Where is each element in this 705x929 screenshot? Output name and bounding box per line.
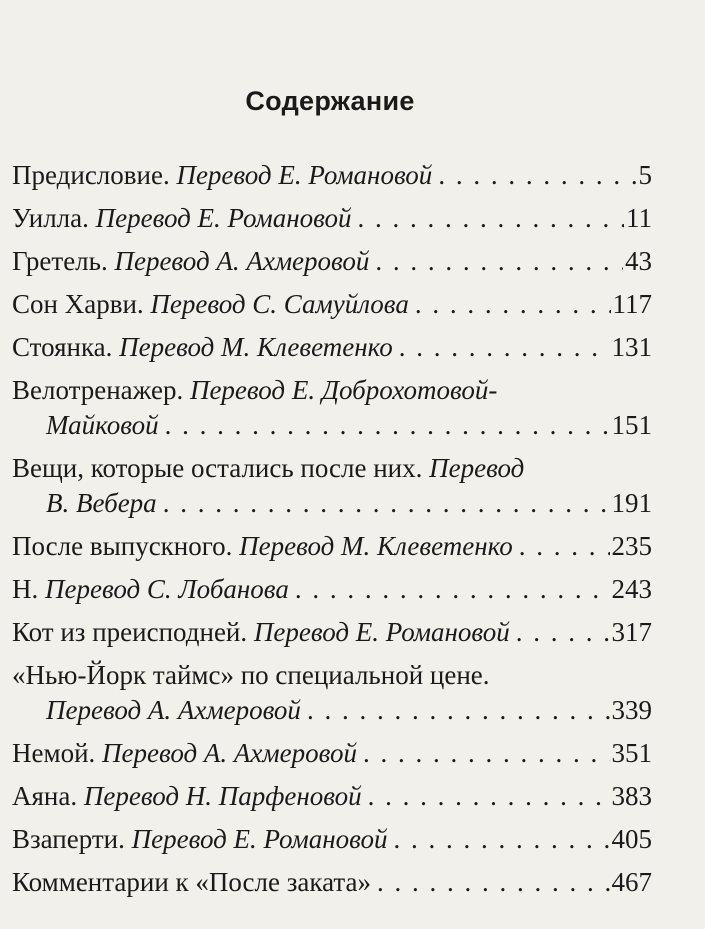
toc-line <box>12 658 652 693</box>
toc-line <box>12 373 652 408</box>
story-title: Комментарии к «После заката» <box>12 867 372 897</box>
story-title: Гретель. <box>12 246 108 276</box>
translator-credit: Перевод Е. Романовой <box>131 824 388 854</box>
story-title: Кот из преисподней. <box>12 617 248 647</box>
entry-spacer <box>12 279 652 287</box>
entry-spacer <box>12 814 652 822</box>
story-title: Велотренажер. <box>12 375 184 405</box>
toc-line <box>12 451 652 486</box>
entry-title <box>12 779 362 814</box>
entry-title <box>12 451 524 486</box>
toc-line <box>12 287 652 322</box>
toc-line <box>12 158 652 193</box>
page-number: 339 <box>611 695 652 725</box>
dot-leader <box>399 330 610 365</box>
story-title: Уилла. <box>12 203 89 233</box>
dot-leader <box>415 287 611 322</box>
story-title: Сон Харви. <box>12 289 144 319</box>
entry-spacer <box>12 521 652 529</box>
toc-line <box>12 201 652 236</box>
page-number: 243 <box>611 574 652 604</box>
page-number: 467 <box>611 867 652 897</box>
translator-credit: Перевод А. Ахмеровой <box>102 738 357 768</box>
entry-title <box>46 486 157 521</box>
story-title: «Нью-Йорк таймс» по специальной цене. <box>12 660 490 690</box>
toc-line <box>12 779 652 814</box>
page-number: 151 <box>611 410 652 440</box>
toc-line <box>12 572 652 607</box>
page-number: 11 <box>626 203 652 233</box>
entry-title <box>12 244 369 279</box>
dot-leader <box>363 736 610 771</box>
translator-credit: Перевод Е. Романовой <box>253 617 510 647</box>
entry-title <box>46 693 301 728</box>
translator-credit: Перевод М. Клеветенко <box>239 531 513 561</box>
translator-credit: Перевод А. Ахмеровой <box>114 246 370 276</box>
entry-title <box>12 373 497 408</box>
toc-entry <box>12 865 652 900</box>
dot-leader <box>295 572 610 607</box>
toc-line <box>12 486 652 521</box>
toc-entry <box>12 201 652 236</box>
page-number: 235 <box>611 531 652 561</box>
dot-leader <box>307 693 610 728</box>
toc-line <box>12 736 652 771</box>
entry-title <box>12 865 371 900</box>
entry-title <box>12 201 351 236</box>
entry-spacer <box>12 193 652 201</box>
page-number: 131 <box>611 332 652 362</box>
dot-leader <box>438 158 636 193</box>
toc-entry <box>12 373 652 443</box>
toc-entry <box>12 451 652 521</box>
entry-spacer <box>12 650 652 658</box>
toc-line <box>12 529 652 564</box>
toc-entry <box>12 736 652 771</box>
entry-title <box>12 736 357 771</box>
translator-credit: Майковой <box>46 410 159 440</box>
page-number: 317 <box>611 617 652 647</box>
toc-line <box>12 693 652 728</box>
toc-line <box>12 408 652 443</box>
entry-spacer <box>12 771 652 779</box>
entry-title <box>12 822 388 857</box>
entry-spacer <box>12 236 652 244</box>
translator-credit: В. Вебера <box>46 488 157 518</box>
toc-entry <box>12 572 652 607</box>
entry-title <box>12 658 490 693</box>
page-number: 43 <box>625 246 652 276</box>
page-number: 5 <box>638 160 652 190</box>
dot-leader <box>368 779 610 814</box>
toc-entry <box>12 529 652 564</box>
entry-title <box>12 287 409 322</box>
dot-leader <box>516 615 610 650</box>
translator-credit: Перевод М. Клеветенко <box>119 332 393 362</box>
translator-credit: Перевод Е. Романовой <box>176 160 433 190</box>
table-of-contents <box>12 158 652 900</box>
toc-entry <box>12 615 652 650</box>
page-number: 117 <box>612 289 652 319</box>
entry-spacer <box>12 607 652 615</box>
entry-title <box>12 158 432 193</box>
contents-heading: Содержание <box>245 86 415 116</box>
entry-spacer <box>12 564 652 572</box>
toc-line <box>12 822 652 857</box>
toc-line <box>12 244 652 279</box>
translator-credit: Перевод Н. Парфеновой <box>83 781 362 811</box>
page-number: 383 <box>611 781 652 811</box>
toc-entry <box>12 822 652 857</box>
dot-leader <box>377 865 609 900</box>
translator-credit: Перевод Е. Доброхотовой- <box>189 375 498 405</box>
page-number: 405 <box>611 824 652 854</box>
dot-leader <box>357 201 624 236</box>
entry-spacer <box>12 365 652 373</box>
toc-line <box>12 330 652 365</box>
toc-entry <box>12 287 652 322</box>
entry-spacer <box>12 728 652 736</box>
translator-credit: Перевод С. Самуйлова <box>150 289 409 319</box>
dot-leader <box>519 529 610 564</box>
story-title: Аяна. <box>12 781 78 811</box>
dot-leader <box>163 486 610 521</box>
page-number: 351 <box>611 738 652 768</box>
story-title: Немой. <box>12 738 96 768</box>
dot-leader <box>394 822 610 857</box>
toc-entry <box>12 658 652 728</box>
page-number: 191 <box>611 488 652 518</box>
translator-credit: Перевод С. Лобанова <box>45 574 289 604</box>
translator-credit: Перевод Е. Романовой <box>95 203 352 233</box>
toc-entry <box>12 244 652 279</box>
entry-title <box>46 408 159 443</box>
story-title: После выпускного. <box>12 531 233 561</box>
toc-line <box>12 865 652 900</box>
story-title: Взаперти. <box>12 824 125 854</box>
toc-entry <box>12 158 652 193</box>
story-title: Вещи, которые остались после них. <box>12 453 423 483</box>
entry-title <box>12 615 510 650</box>
entry-title <box>12 529 513 564</box>
story-title: Предисловие. <box>12 160 170 190</box>
translator-credit: Перевод А. Ахмеровой <box>46 695 301 725</box>
toc-entry <box>12 330 652 365</box>
entry-spacer <box>12 443 652 451</box>
translator-credit: Перевод <box>429 453 525 483</box>
toc-line <box>12 615 652 650</box>
dot-leader <box>165 408 610 443</box>
entry-spacer <box>12 857 652 865</box>
toc-entry <box>12 779 652 814</box>
story-title: Н. <box>12 574 39 604</box>
entry-spacer <box>12 322 652 330</box>
dot-leader <box>375 244 623 279</box>
story-title: Стоянка. <box>12 332 113 362</box>
entry-title <box>12 572 289 607</box>
entry-title <box>12 330 393 365</box>
